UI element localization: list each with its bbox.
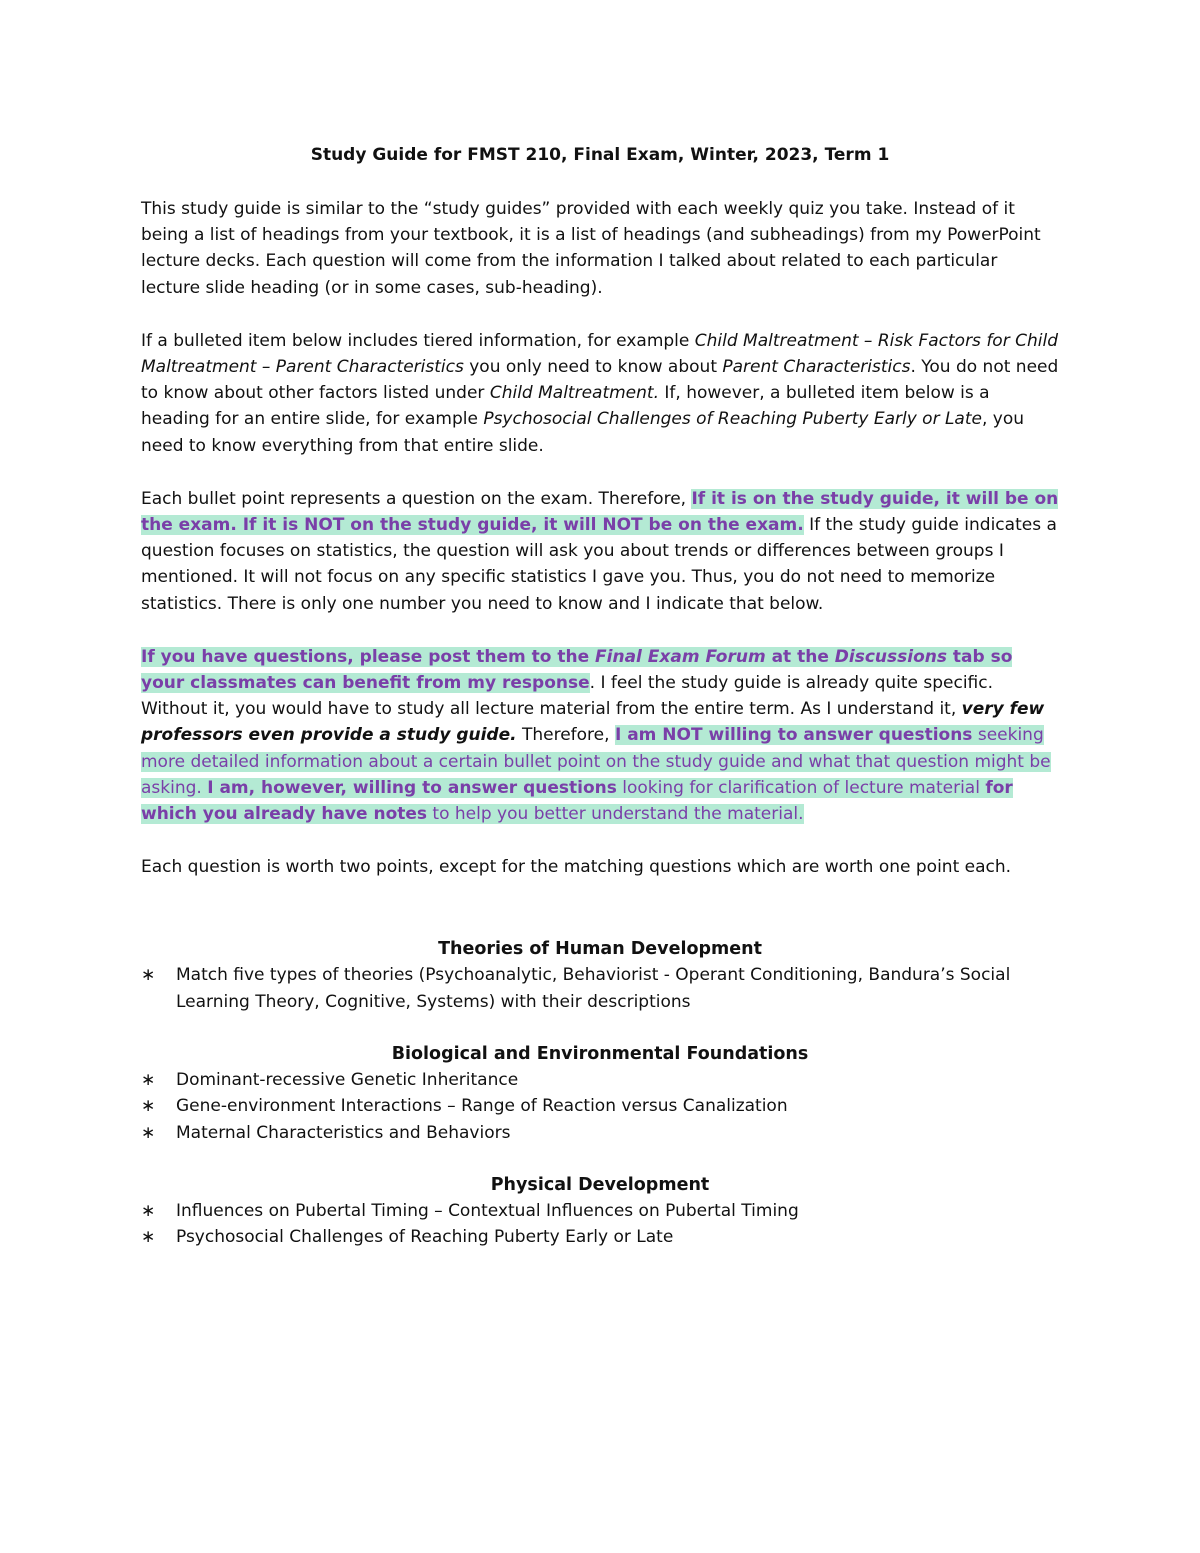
- asterisk-bullet-icon: ∗: [141, 1200, 156, 1221]
- bullet-text: Maternal Characteristics and Behaviors: [176, 1122, 511, 1143]
- bullet-item: [141, 1093, 1059, 1119]
- bullet-text: Match five types of theories (Psychoanalytic, Behaviorist - Operant Conditioning, Bandura’s Social Learning Theory, Cognitive, Systems) with their descriptions: [176, 965, 1011, 1012]
- bullet-text: Dominant-recessive Genetic Inheritance: [176, 1070, 519, 1091]
- bullet-text: Gene-environment Interactions – Range of Reaction versus Canalization: [176, 1096, 788, 1117]
- asterisk-bullet-icon: ∗: [141, 1227, 156, 1248]
- bullet-item: [141, 1198, 1059, 1224]
- italic-run: Child Maltreatment.: [489, 383, 659, 404]
- bullet-list-physical: [141, 1198, 1059, 1251]
- text-run: If, however, a bulleted item below is a heading for an entire slide, for example: [141, 383, 990, 430]
- bullet-item: [141, 1224, 1059, 1250]
- asterisk-bullet-icon: ∗: [141, 1122, 156, 1143]
- text-run: , you need to know everything from that entire slide.: [141, 409, 1025, 456]
- highlighted-run: to help you better understand the material.: [427, 804, 804, 825]
- bullet-item: [141, 1067, 1059, 1093]
- intro-paragraph-4: [141, 644, 1059, 827]
- highlighted-run: for which you already have notes: [141, 777, 1013, 825]
- italic-run: Parent Characteristics: [722, 357, 911, 378]
- asterisk-bullet-icon: ∗: [141, 1070, 156, 1091]
- bullet-text: Psychosocial Challenges of Reaching Puberty Early or Late: [176, 1227, 674, 1248]
- section-heading-physical: Physical Development: [490, 1174, 710, 1195]
- text-run: Therefore,: [516, 725, 615, 746]
- text-run: If a bulleted item below includes tiered information, for example: [141, 330, 695, 351]
- intro-paragraph-3: [141, 486, 1059, 617]
- asterisk-bullet-icon: ∗: [141, 965, 156, 986]
- bullet-list-theories: [141, 962, 1059, 1015]
- highlighted-run: I am NOT willing to answer questions: [614, 725, 973, 746]
- italic-run: Child Maltreatment – Risk Factors for Child Maltreatment – Parent Characteristics: [141, 330, 1058, 378]
- text-run: . I feel the study guide is already quite specific. Without it, you would have to study all lecture material from the entire term. As I understand it,: [141, 673, 994, 720]
- highlighted-run: tab so your classmates can benefit from my response: [141, 646, 1013, 694]
- highlighted-run: I am, however, willing to answer questions: [207, 777, 617, 798]
- bullet-item: [141, 1120, 1059, 1146]
- highlighted-rule: If it is on the study guide, it will be on the exam. If it is NOT on the study guide, it will NOT be on the exam.: [141, 488, 1059, 536]
- bullet-list-biological: [141, 1067, 1059, 1146]
- highlighted-run: looking for clarification of lecture material: [616, 777, 986, 798]
- text-run: If the study guide indicates a question focuses on statistics, the question will ask you about trends or differences between groups I mentioned. It will not focus on any specific statistics I gave you. Thus, you do not need to memorize statistics. There is only one number you need to know and I indicate that below.: [141, 515, 1057, 614]
- document-title: Study Guide for FMST 210, Final Exam, Winter, 2023, Term 1: [310, 145, 890, 165]
- highlighted-italic-run: Final Exam Forum: [595, 646, 766, 667]
- italic-run: Psychosocial Challenges of Reaching Puberty Early or Late: [483, 409, 982, 430]
- section-heading-biological: Biological and Environmental Foundations: [391, 1044, 809, 1065]
- bullet-item: [141, 962, 1059, 1015]
- text-run: you only need to know about: [463, 357, 723, 378]
- highlighted-run: seeking more detailed information about a certain bullet point on the study guide and what that question might be asking.: [141, 725, 1051, 798]
- intro-paragraph-1: This study guide is similar to the “study guides” provided with each weekly quiz you take. Instead of it being a list of headings from your textbook, it is a list of headings (and subheadings) from my PowerPoint lecture decks. Each question will come from the information I talked about related to each particular lecture slide heading (or in some cases, sub-heading).: [141, 199, 1041, 298]
- bullet-text: Influences on Pubertal Timing – Contextual Influences on Pubertal Timing: [176, 1200, 799, 1221]
- asterisk-bullet-icon: ∗: [141, 1096, 156, 1117]
- bold-italic-run: very few professors even provide a study guide.: [141, 699, 1045, 746]
- highlighted-run: at the: [765, 646, 835, 667]
- highlighted-italic-run: Discussions: [834, 646, 947, 667]
- intro-paragraph-2: [141, 328, 1059, 459]
- document-body: [141, 142, 1059, 1277]
- highlighted-run: If you have questions, please post them to the: [141, 646, 596, 667]
- section-heading-theories: Theories of Human Development: [438, 939, 762, 960]
- intro-paragraph-5: Each question is worth two points, except for the matching questions which are worth one point each.: [141, 857, 1012, 878]
- text-run: . You do not need to know about other factors listed under: [141, 357, 1059, 404]
- text-run: Each bullet point represents a question on the exam. Therefore,: [141, 488, 692, 509]
